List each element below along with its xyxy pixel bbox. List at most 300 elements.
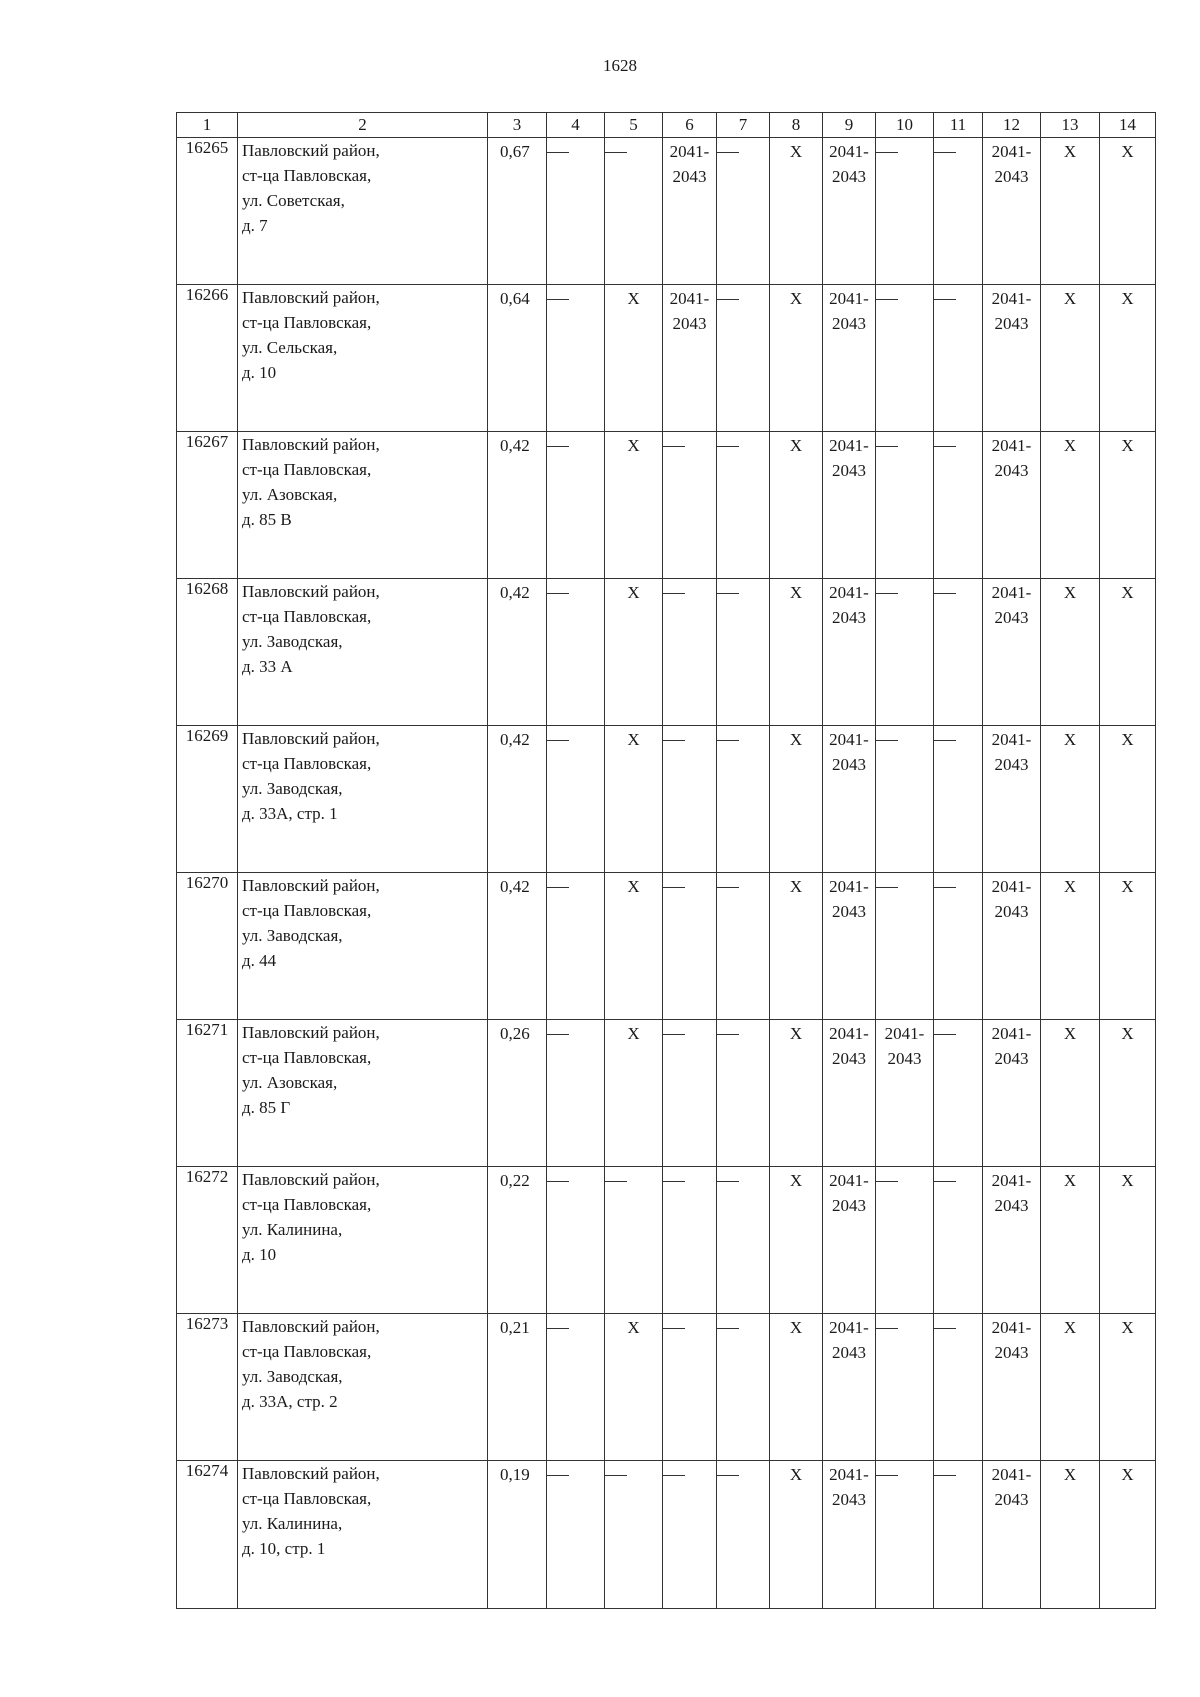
cell-value: X — [1063, 1024, 1077, 1043]
dash-mark — [876, 299, 898, 300]
address-line: ст-ца Павловская, — [242, 607, 372, 626]
table-cell — [663, 1167, 717, 1314]
table-cell — [770, 1314, 823, 1461]
dash-mark — [605, 1475, 627, 1476]
column-header-11: 11 — [934, 113, 983, 138]
table-cell — [547, 1020, 605, 1167]
cell-value: X — [1121, 289, 1134, 308]
column-header-10: 10 — [876, 113, 934, 138]
row-number: 16270 — [177, 873, 238, 1020]
cell-value: X — [627, 583, 640, 602]
dash-mark — [934, 152, 956, 153]
table-row — [177, 726, 1156, 873]
cell-value: X — [789, 1465, 803, 1484]
cell-value: X — [627, 436, 640, 455]
table-cell — [717, 432, 770, 579]
table-cell — [823, 1167, 876, 1314]
cell-value: X — [1063, 1318, 1077, 1337]
table-cell — [876, 1461, 934, 1609]
table-cell — [663, 1314, 717, 1461]
dash-mark — [547, 740, 569, 741]
row-number: 16274 — [177, 1461, 238, 1609]
address-line: Павловский район, — [242, 288, 380, 307]
address-line: Павловский район, — [242, 1023, 380, 1042]
cell-value: 2041- 2043 — [991, 1171, 1032, 1215]
cell-value: X — [1121, 1465, 1134, 1484]
cell-value: X — [1063, 289, 1077, 308]
table-cell — [1100, 726, 1156, 873]
table-cell — [717, 138, 770, 285]
cell-value: X — [1121, 436, 1134, 455]
table-cell — [717, 726, 770, 873]
address-line: Павловский район, — [242, 1170, 380, 1189]
address-line: ул. Калинина, — [242, 1514, 343, 1533]
area-cell: 0,26 — [488, 1020, 547, 1167]
address-line: ул. Калинина, — [242, 1220, 343, 1239]
cell-value: X — [789, 730, 803, 749]
table-cell — [605, 1314, 663, 1461]
cell-value: X — [1063, 436, 1077, 455]
dash-mark — [547, 1328, 569, 1329]
table-cell — [770, 285, 823, 432]
address-line: Павловский район, — [242, 435, 380, 454]
table-cell — [983, 1020, 1041, 1167]
dash-mark — [547, 1475, 569, 1476]
area-cell: 0,42 — [488, 579, 547, 726]
table-cell — [876, 432, 934, 579]
dash-mark — [717, 446, 739, 447]
address-line: ст-ца Павловская, — [242, 313, 372, 332]
area-cell: 0,42 — [488, 873, 547, 1020]
table-cell — [663, 138, 717, 285]
dash-mark — [876, 1475, 898, 1476]
table-cell — [983, 579, 1041, 726]
table-cell — [663, 579, 717, 726]
table-cell — [983, 432, 1041, 579]
table-cell — [547, 1167, 605, 1314]
address-line: ст-ца Павловская, — [242, 166, 372, 185]
table-row — [177, 285, 1156, 432]
table-cell — [823, 873, 876, 1020]
row-number: 16273 — [177, 1314, 238, 1461]
dash-mark — [547, 299, 569, 300]
column-header-2: 2 — [238, 113, 488, 138]
table-cell — [1100, 873, 1156, 1020]
address-line: ст-ца Павловская, — [242, 1489, 372, 1508]
cell-value: 2041- 2043 — [991, 583, 1032, 627]
table-cell — [983, 138, 1041, 285]
cell-value: X — [627, 730, 640, 749]
table-cell — [1100, 1167, 1156, 1314]
address-line: ст-ца Павловская, — [242, 754, 372, 773]
dash-mark — [605, 152, 627, 153]
dash-mark — [876, 152, 898, 153]
dash-mark — [717, 887, 739, 888]
row-number: 16272 — [177, 1167, 238, 1314]
row-number: 16267 — [177, 432, 238, 579]
cell-value: 2041- 2043 — [991, 142, 1032, 186]
dash-mark — [663, 446, 685, 447]
cell-value: 2041- 2043 — [829, 1318, 869, 1362]
table-cell — [770, 432, 823, 579]
table-cell — [983, 1461, 1041, 1609]
table-cell — [934, 432, 983, 579]
dash-mark — [717, 1328, 739, 1329]
address-line: д. 85 В — [242, 510, 292, 529]
dash-mark — [934, 299, 956, 300]
table-cell — [547, 1461, 605, 1609]
table-cell — [1041, 726, 1100, 873]
table-cell — [876, 138, 934, 285]
table-cell — [1041, 1314, 1100, 1461]
table-cell — [1041, 1167, 1100, 1314]
cell-value: 2041- 2043 — [991, 1465, 1032, 1509]
table-row — [177, 138, 1156, 285]
table-cell — [823, 432, 876, 579]
address-cell — [238, 285, 488, 432]
area-cell: 0,42 — [488, 432, 547, 579]
page-number: 1628 — [603, 56, 637, 75]
table-cell — [663, 1461, 717, 1609]
area-cell: 0,42 — [488, 726, 547, 873]
address-line: ул. Заводская, — [242, 926, 343, 945]
table-cell — [823, 579, 876, 726]
table-cell — [605, 138, 663, 285]
dash-mark — [717, 1181, 739, 1182]
table-cell — [876, 1314, 934, 1461]
table-cell — [770, 873, 823, 1020]
table-cell — [983, 1167, 1041, 1314]
cell-value: X — [789, 1024, 803, 1043]
table-cell — [547, 579, 605, 726]
table-cell — [934, 138, 983, 285]
address-line: ст-ца Павловская, — [242, 901, 372, 920]
table-cell — [770, 1461, 823, 1609]
cell-value: 2041- 2043 — [991, 730, 1032, 774]
dash-mark — [717, 1034, 739, 1035]
cell-value: 2041- 2043 — [991, 436, 1032, 480]
cell-value: 2041- 2043 — [829, 1465, 869, 1509]
table-cell — [1041, 873, 1100, 1020]
table-row — [177, 432, 1156, 579]
table-cell — [1041, 138, 1100, 285]
table-cell — [663, 726, 717, 873]
dash-mark — [934, 1475, 956, 1476]
address-line: Павловский район, — [242, 1464, 380, 1483]
cell-value: X — [1121, 1318, 1134, 1337]
address-line: д. 10 — [242, 1245, 277, 1264]
table-cell — [983, 1314, 1041, 1461]
dash-mark — [717, 152, 739, 153]
table-cell — [823, 726, 876, 873]
address-line: ст-ца Павловская, — [242, 1342, 372, 1361]
dash-mark — [663, 740, 685, 741]
table-cell — [770, 138, 823, 285]
dash-mark — [663, 1034, 685, 1035]
table-cell — [663, 285, 717, 432]
table-cell — [983, 726, 1041, 873]
table-cell — [547, 726, 605, 873]
dash-mark — [547, 446, 569, 447]
table-cell — [663, 1020, 717, 1167]
address-cell — [238, 1314, 488, 1461]
table-row — [177, 873, 1156, 1020]
cell-value: X — [627, 877, 640, 896]
cell-value: X — [1063, 1465, 1077, 1484]
dash-mark — [663, 887, 685, 888]
address-line: ул. Азовская, — [242, 1073, 338, 1092]
table-cell — [663, 873, 717, 1020]
table-cell — [823, 138, 876, 285]
table-cell — [934, 1461, 983, 1609]
table-cell — [934, 1020, 983, 1167]
dash-mark — [876, 1181, 898, 1182]
address-line: ул. Сельская, — [242, 338, 338, 357]
dash-mark — [876, 446, 898, 447]
table-cell — [717, 1020, 770, 1167]
column-header-12: 12 — [983, 113, 1041, 138]
table-cell — [547, 1314, 605, 1461]
address-cell — [238, 138, 488, 285]
table-cell — [823, 1314, 876, 1461]
address-line: Павловский район, — [242, 141, 380, 160]
table-cell — [1100, 285, 1156, 432]
dash-mark — [876, 1328, 898, 1329]
cell-value: X — [789, 583, 803, 602]
cell-value: X — [627, 1318, 640, 1337]
cell-value: 2041- 2043 — [991, 877, 1032, 921]
table-cell — [605, 1461, 663, 1609]
cell-value: 2041- 2043 — [829, 877, 869, 921]
dash-mark — [934, 1328, 956, 1329]
table-cell — [934, 726, 983, 873]
cell-value: X — [789, 142, 803, 161]
table-cell — [876, 579, 934, 726]
cell-value: 2041- 2043 — [669, 289, 710, 333]
table-cell — [547, 432, 605, 579]
table-cell — [934, 1167, 983, 1314]
cell-value: X — [789, 289, 803, 308]
address-line: д. 7 — [242, 216, 268, 235]
column-header-6: 6 — [663, 113, 717, 138]
table-cell — [717, 1314, 770, 1461]
row-number: 16266 — [177, 285, 238, 432]
registry-table — [176, 112, 1156, 1609]
table-cell — [770, 1020, 823, 1167]
column-header-1: 1 — [177, 113, 238, 138]
dash-mark — [547, 1034, 569, 1035]
table-cell — [1100, 1461, 1156, 1609]
table-row — [177, 1461, 1156, 1609]
cell-value: 2041- 2043 — [991, 289, 1032, 333]
address-line: ул. Советская, — [242, 191, 345, 210]
cell-value: X — [1063, 877, 1077, 896]
table-cell — [547, 285, 605, 432]
cell-value: X — [789, 1171, 803, 1190]
table-row — [177, 1020, 1156, 1167]
table-cell — [717, 285, 770, 432]
table-cell — [717, 579, 770, 726]
table-row — [177, 579, 1156, 726]
cell-value: X — [789, 1318, 803, 1337]
table-row — [177, 1314, 1156, 1461]
address-line: д. 10, стр. 1 — [242, 1539, 326, 1558]
address-line: Павловский район, — [242, 1317, 380, 1336]
table-cell — [934, 873, 983, 1020]
address-cell — [238, 579, 488, 726]
address-line: ст-ца Павловская, — [242, 460, 372, 479]
cell-value: X — [1121, 877, 1134, 896]
table-cell — [605, 285, 663, 432]
table-body — [177, 138, 1156, 1609]
table-cell — [1041, 285, 1100, 432]
dash-mark — [717, 1475, 739, 1476]
table-cell — [1041, 579, 1100, 726]
dash-mark — [717, 299, 739, 300]
table-cell — [876, 726, 934, 873]
address-line: ул. Заводская, — [242, 1367, 343, 1386]
address-line: ст-ца Павловская, — [242, 1048, 372, 1067]
cell-value: 2041- 2043 — [991, 1024, 1032, 1068]
address-line: ул. Заводская, — [242, 632, 343, 651]
column-header-3: 3 — [488, 113, 547, 138]
cell-value: 2041- 2043 — [829, 142, 869, 186]
table-cell — [876, 1020, 934, 1167]
table-cell — [663, 432, 717, 579]
address-line: Павловский район, — [242, 729, 380, 748]
table-cell — [983, 285, 1041, 432]
column-header-9: 9 — [823, 113, 876, 138]
address-line: д. 10 — [242, 363, 277, 382]
area-cell: 0,64 — [488, 285, 547, 432]
cell-value: 2041- 2043 — [669, 142, 710, 186]
cell-value: 2041- 2043 — [829, 730, 869, 774]
table-header-row — [177, 113, 1156, 138]
cell-value: X — [1121, 583, 1134, 602]
row-number: 16269 — [177, 726, 238, 873]
table-cell — [605, 873, 663, 1020]
column-header-5: 5 — [605, 113, 663, 138]
dash-mark — [547, 1181, 569, 1182]
dash-mark — [717, 593, 739, 594]
address-line: д. 85 Г — [242, 1098, 291, 1117]
address-line: д. 33 А — [242, 657, 293, 676]
address-cell — [238, 873, 488, 1020]
column-header-7: 7 — [717, 113, 770, 138]
column-header-4: 4 — [547, 113, 605, 138]
table-cell — [605, 579, 663, 726]
table-cell — [1100, 138, 1156, 285]
address-line: ул. Заводская, — [242, 779, 343, 798]
address-cell — [238, 432, 488, 579]
table-cell — [770, 579, 823, 726]
table-row — [177, 1167, 1156, 1314]
cell-value: X — [1121, 1024, 1134, 1043]
address-line: д. 33А, стр. 2 — [242, 1392, 338, 1411]
area-cell: 0,19 — [488, 1461, 547, 1609]
table-cell — [934, 1314, 983, 1461]
dash-mark — [547, 593, 569, 594]
row-number: 16271 — [177, 1020, 238, 1167]
address-line: ст-ца Павловская, — [242, 1195, 372, 1214]
cell-value: X — [1121, 1171, 1134, 1190]
table-cell — [1041, 1461, 1100, 1609]
cell-value: X — [1063, 1171, 1077, 1190]
cell-value: 2041- 2043 — [829, 583, 869, 627]
table-cell — [547, 873, 605, 1020]
table-cell — [934, 579, 983, 726]
dash-mark — [663, 1475, 685, 1476]
table-cell — [823, 1020, 876, 1167]
cell-value: X — [1121, 142, 1134, 161]
address-cell — [238, 1167, 488, 1314]
cell-value: 2041- 2043 — [991, 1318, 1032, 1362]
table-cell — [876, 285, 934, 432]
cell-value: X — [1121, 730, 1134, 749]
area-cell: 0,67 — [488, 138, 547, 285]
table-cell — [823, 1461, 876, 1609]
table-cell — [605, 1167, 663, 1314]
table-cell — [1041, 432, 1100, 579]
dash-mark — [934, 740, 956, 741]
cell-value: 2041- 2043 — [829, 1024, 869, 1068]
dash-mark — [663, 1328, 685, 1329]
address-line: д. 33А, стр. 1 — [242, 804, 338, 823]
table-cell — [717, 873, 770, 1020]
dash-mark — [934, 1181, 956, 1182]
column-header-8: 8 — [770, 113, 823, 138]
table-cell — [605, 432, 663, 579]
dash-mark — [934, 887, 956, 888]
table-cell — [876, 1167, 934, 1314]
table-cell — [876, 873, 934, 1020]
table-cell — [605, 1020, 663, 1167]
row-number: 16268 — [177, 579, 238, 726]
dash-mark — [547, 152, 569, 153]
table-cell — [1041, 1020, 1100, 1167]
cell-value: 2041- 2043 — [829, 1171, 869, 1215]
table-cell — [1100, 1314, 1156, 1461]
dash-mark — [547, 887, 569, 888]
address-line: Павловский район, — [242, 876, 380, 895]
table-cell — [605, 726, 663, 873]
dash-mark — [876, 887, 898, 888]
row-number: 16265 — [177, 138, 238, 285]
table-cell — [1100, 1020, 1156, 1167]
table-cell — [983, 873, 1041, 1020]
table-cell — [934, 285, 983, 432]
table-cell — [717, 1167, 770, 1314]
cell-value: X — [1063, 730, 1077, 749]
dash-mark — [663, 1181, 685, 1182]
dash-mark — [717, 740, 739, 741]
dash-mark — [663, 593, 685, 594]
cell-value: X — [789, 877, 803, 896]
dash-mark — [934, 593, 956, 594]
dash-mark — [605, 1181, 627, 1182]
table-cell — [717, 1461, 770, 1609]
cell-value: 2041- 2043 — [829, 289, 869, 333]
column-header-13: 13 — [1041, 113, 1100, 138]
cell-value: X — [1063, 142, 1077, 161]
cell-value: X — [627, 1024, 640, 1043]
cell-value: 2041- 2043 — [884, 1024, 925, 1068]
column-header-14: 14 — [1100, 113, 1156, 138]
cell-value: X — [789, 436, 803, 455]
area-cell: 0,22 — [488, 1167, 547, 1314]
table-cell — [770, 726, 823, 873]
table-cell — [547, 138, 605, 285]
